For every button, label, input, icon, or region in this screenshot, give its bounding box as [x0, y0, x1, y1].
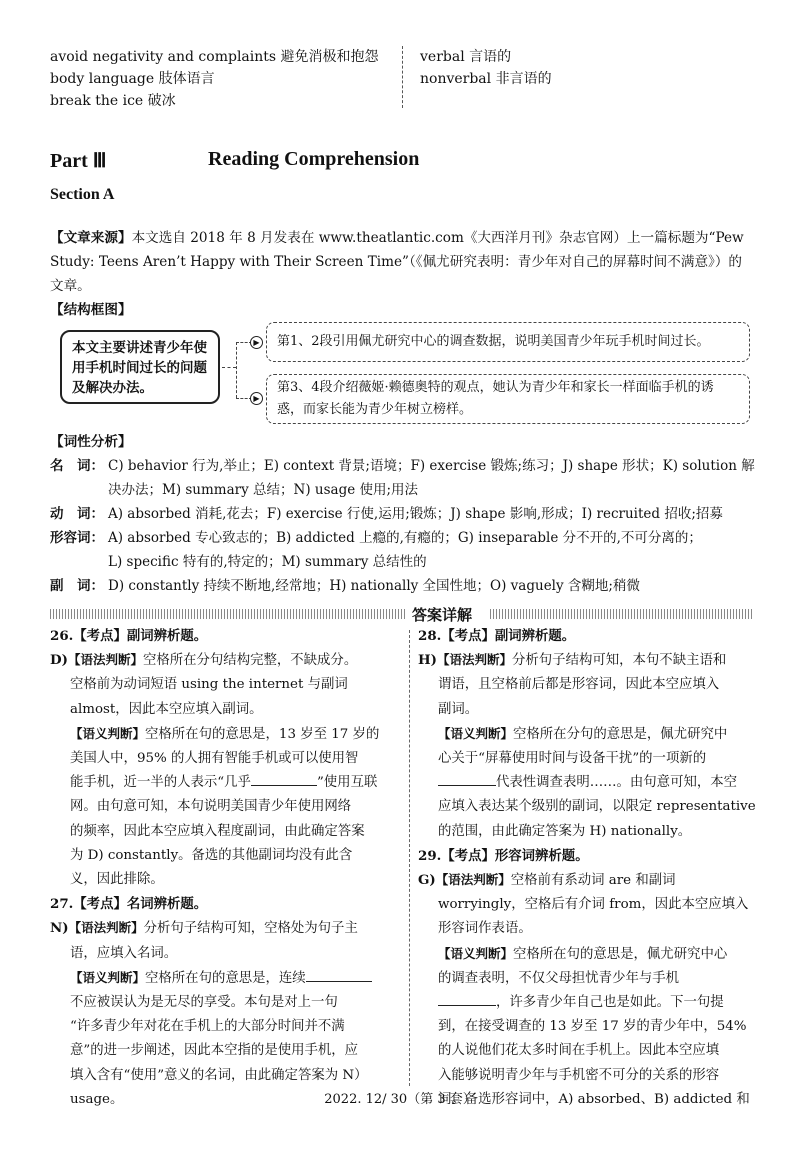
pos-verb-label: 动 词：	[50, 506, 104, 522]
q26-text: 义，因此排除。	[70, 872, 164, 888]
q29-text: ，许多青少年自己也是如此。下一句提	[496, 995, 724, 1011]
vocab-item: body language 肢体语言	[50, 71, 215, 87]
q28-text: 副词。	[438, 701, 479, 717]
q26-text: 美国人中，95% 的人拥有智能手机或可以使用智	[70, 751, 359, 767]
pos-adv-text: D) constantly 持续不断地,经常地；H) nationally 全国性地；O) vaguely 含糊地;稍微	[108, 578, 640, 594]
q28-answer: H)	[418, 652, 437, 669]
arrow-icon: ▶	[250, 392, 263, 405]
answer-blank	[438, 771, 496, 786]
pos-adj-label: 形容词：	[50, 530, 104, 546]
q29-text: 词。备选形容词中，A) absorbed、B) addicted 和	[438, 1091, 750, 1107]
structure-branch-box: 第3、4段介绍薇姬·赖德奥特的观点，她认为青少年和家长一样面临手机的诱惑，而家长能为青少年树立榜样。	[266, 374, 750, 424]
q27-text: 空格所在句的意思是，连续	[145, 970, 306, 986]
connector-line	[236, 342, 237, 398]
q27-semantic-tag: 【语义判断】	[70, 969, 146, 985]
q27-text: 不应被误认为是无尽的享受。本句是对上一句	[70, 995, 338, 1011]
structure-tag: 【结构框图】	[50, 302, 132, 318]
vocab-right-list	[420, 46, 552, 90]
q26-text: 空格所在分句结构完整，不缺成分。	[142, 653, 358, 669]
q28-semantic-tag: 【语义判断】	[438, 725, 514, 741]
q28-text: 应填入表达某个级别的副词，以限定 representative	[438, 799, 756, 815]
q26-text: 能手机，近一半的人表示“几乎	[70, 775, 251, 791]
q27-text: usage。	[70, 1091, 124, 1107]
q27-answer: N)	[50, 920, 69, 937]
source-paragraph	[50, 226, 760, 298]
column-divider	[409, 630, 410, 1086]
q29-text: 入能够说明青少年与手机密不可分的关系的形容	[438, 1067, 720, 1083]
q26-text: ”使用互联	[316, 775, 378, 791]
q29-text: 的人说他们花太多时间在手机上。因此本空应填	[438, 1043, 720, 1059]
pos-adv-label: 副 词：	[50, 578, 104, 594]
pos-adj-text: A) absorbed 专心致志的；B) addicted 上瘾的,有瘾的；G) inseparable 分不开的,不可分离的；	[108, 530, 702, 546]
q27-text: 分析句子结构可知，空格处为句子主	[143, 921, 358, 937]
q26-text: 空格所在句的意思是，13 岁至 17 岁的	[145, 726, 380, 742]
q26-head: 26.【考点】副词辨析题。	[50, 628, 208, 644]
source-line: 文章。	[50, 278, 91, 294]
q27-text: 填入含有“使用”意义的名词，由此确定答案为 N）	[70, 1067, 368, 1083]
q26-answer: D)	[50, 652, 68, 669]
pos-adj-text: L) specific 特有的,特定的；M) summary 总结性的	[108, 554, 427, 570]
q29-head: 29.【考点】形容词辨析题。	[418, 847, 589, 864]
pos-noun-text: C) behavior 行为,举止；E) context 背景;语境；F) exercise 锻炼;练习；J) shape 形状；K) solution 解	[108, 458, 755, 474]
vocab-item: verbal 言语的	[420, 49, 512, 65]
part-title: Reading Comprehension	[208, 148, 420, 170]
pos-tag: 【词性分析】	[50, 434, 132, 450]
q28-text: 空格所在分句的意思是，佩尤研究中	[513, 726, 728, 742]
q26-semantic-tag: 【语义判断】	[70, 725, 146, 741]
answers-divider	[50, 606, 752, 622]
answer-column-left	[50, 624, 402, 1112]
q27-text: 意”的进一步阐述，因此本空指的是使用手机，应	[70, 1043, 359, 1059]
q26-text: 的频率，因此本空应填入程度副词，由此确定答案	[70, 823, 365, 839]
section-title: Section A	[50, 186, 115, 203]
q28-text: 代表性调查表明……。由句意可知，本空	[496, 775, 738, 791]
q26-text: 空格前为动词短语 using the internet 与副词	[70, 677, 348, 693]
vocab-item: break the ice 破冰	[50, 93, 176, 109]
divider-stripe	[50, 609, 406, 619]
arrow-icon: ▶	[250, 336, 263, 349]
q28-grammar-tag: 【语法判断】	[437, 652, 513, 668]
vocab-divider	[402, 46, 403, 108]
q28-text: 谓语，且空格前后都是形容词，因此本空应填入	[438, 677, 720, 693]
answer-column-right	[418, 624, 758, 1112]
pos-verb-text: A) absorbed 消耗,花去；F) exercise 行使,运用;锻炼；J) shape 影响,形成；I) recruited 招收;招募	[108, 506, 723, 522]
answers-title: 答案详解	[408, 604, 476, 625]
q29-text: 的调查表明，不仅父母担忧青少年与手机	[438, 970, 680, 986]
structure-branch-box: 第1、2段引用佩尤研究中心的调查数据，说明美国青少年玩手机时间过长。	[266, 322, 750, 362]
pos-noun-label: 名 词：	[50, 458, 104, 474]
q29-grammar-tag: 【语法判断】	[435, 872, 511, 888]
q29-text: 形容词作表语。	[438, 921, 532, 937]
q26-text: almost，因此本空应填入副词。	[70, 701, 263, 717]
part-label: Part Ⅲ	[50, 150, 107, 172]
divider-stripe	[490, 609, 752, 619]
q27-text: “许多青少年对花在手机上的大部分时间并不满	[70, 1019, 345, 1035]
q26-text: 网。由句意可知，本句说明美国青少年使用网络	[70, 799, 352, 815]
structure-main-box: 本文主要讲述青少年使用手机时间过长的问题及解决办法。	[60, 330, 220, 404]
q29-text: 到，在接受调查的 13 岁至 17 岁的青少年中，54%	[438, 1019, 747, 1035]
pos-section	[50, 454, 760, 598]
q29-answer: G)	[418, 872, 436, 889]
q29-semantic-tag: 【语义判断】	[438, 945, 514, 961]
page-footer: 2022. 12/ 30（第 3 套）	[324, 1092, 476, 1107]
source-line: Study: Teens Aren’t Happy with Their Screen Time”（《佩尤研究表明：青少年对自己的屏幕时间不满意》）的	[50, 254, 743, 270]
answer-blank	[251, 771, 317, 786]
q29-text: 空格前有系动词 are 和副词	[510, 873, 676, 889]
answer-blank	[306, 967, 372, 982]
q28-head: 28.【考点】副词辨析题。	[418, 628, 576, 644]
source-line: 本文选自 2018 年 8 月发表在 www.theatlantic.com《大西洋月刊》杂志官网）上一篇标题为“Pew	[131, 230, 744, 246]
pos-noun-text: 决办法；M) summary 总结；N) usage 使用;用法	[108, 482, 419, 498]
vocab-left-list	[50, 46, 379, 112]
answer-blank	[438, 991, 496, 1006]
q27-grammar-tag: 【语法判断】	[68, 920, 144, 936]
q27-text: 语，应填入名词。	[70, 945, 178, 961]
q28-text: 的范围，由此确定答案为 H) nationally。	[438, 823, 692, 839]
q28-text: 分析句子结构可知，本句不缺主语和	[512, 653, 727, 669]
q26-grammar-tag: 【语法判断】	[67, 652, 143, 668]
connector-line	[222, 367, 236, 368]
q27-head: 27.【考点】名词辨析题。	[50, 896, 208, 913]
q28-text: 心关于“屏幕使用时间与设备干扰”的一项新的	[438, 751, 707, 767]
vocab-item: avoid negativity and complaints 避免消极和抱怨	[50, 49, 379, 65]
vocab-item: nonverbal 非言语的	[420, 71, 552, 87]
q29-text: worryingly，空格后有介词 from，因此本空应填入	[438, 897, 749, 913]
source-tag: 【文章来源】	[50, 230, 132, 246]
q26-text: 为 D) constantly。备选的其他副词均没有此含	[70, 847, 353, 863]
q29-text: 空格所在句的意思是，佩尤研究中心	[513, 946, 728, 962]
